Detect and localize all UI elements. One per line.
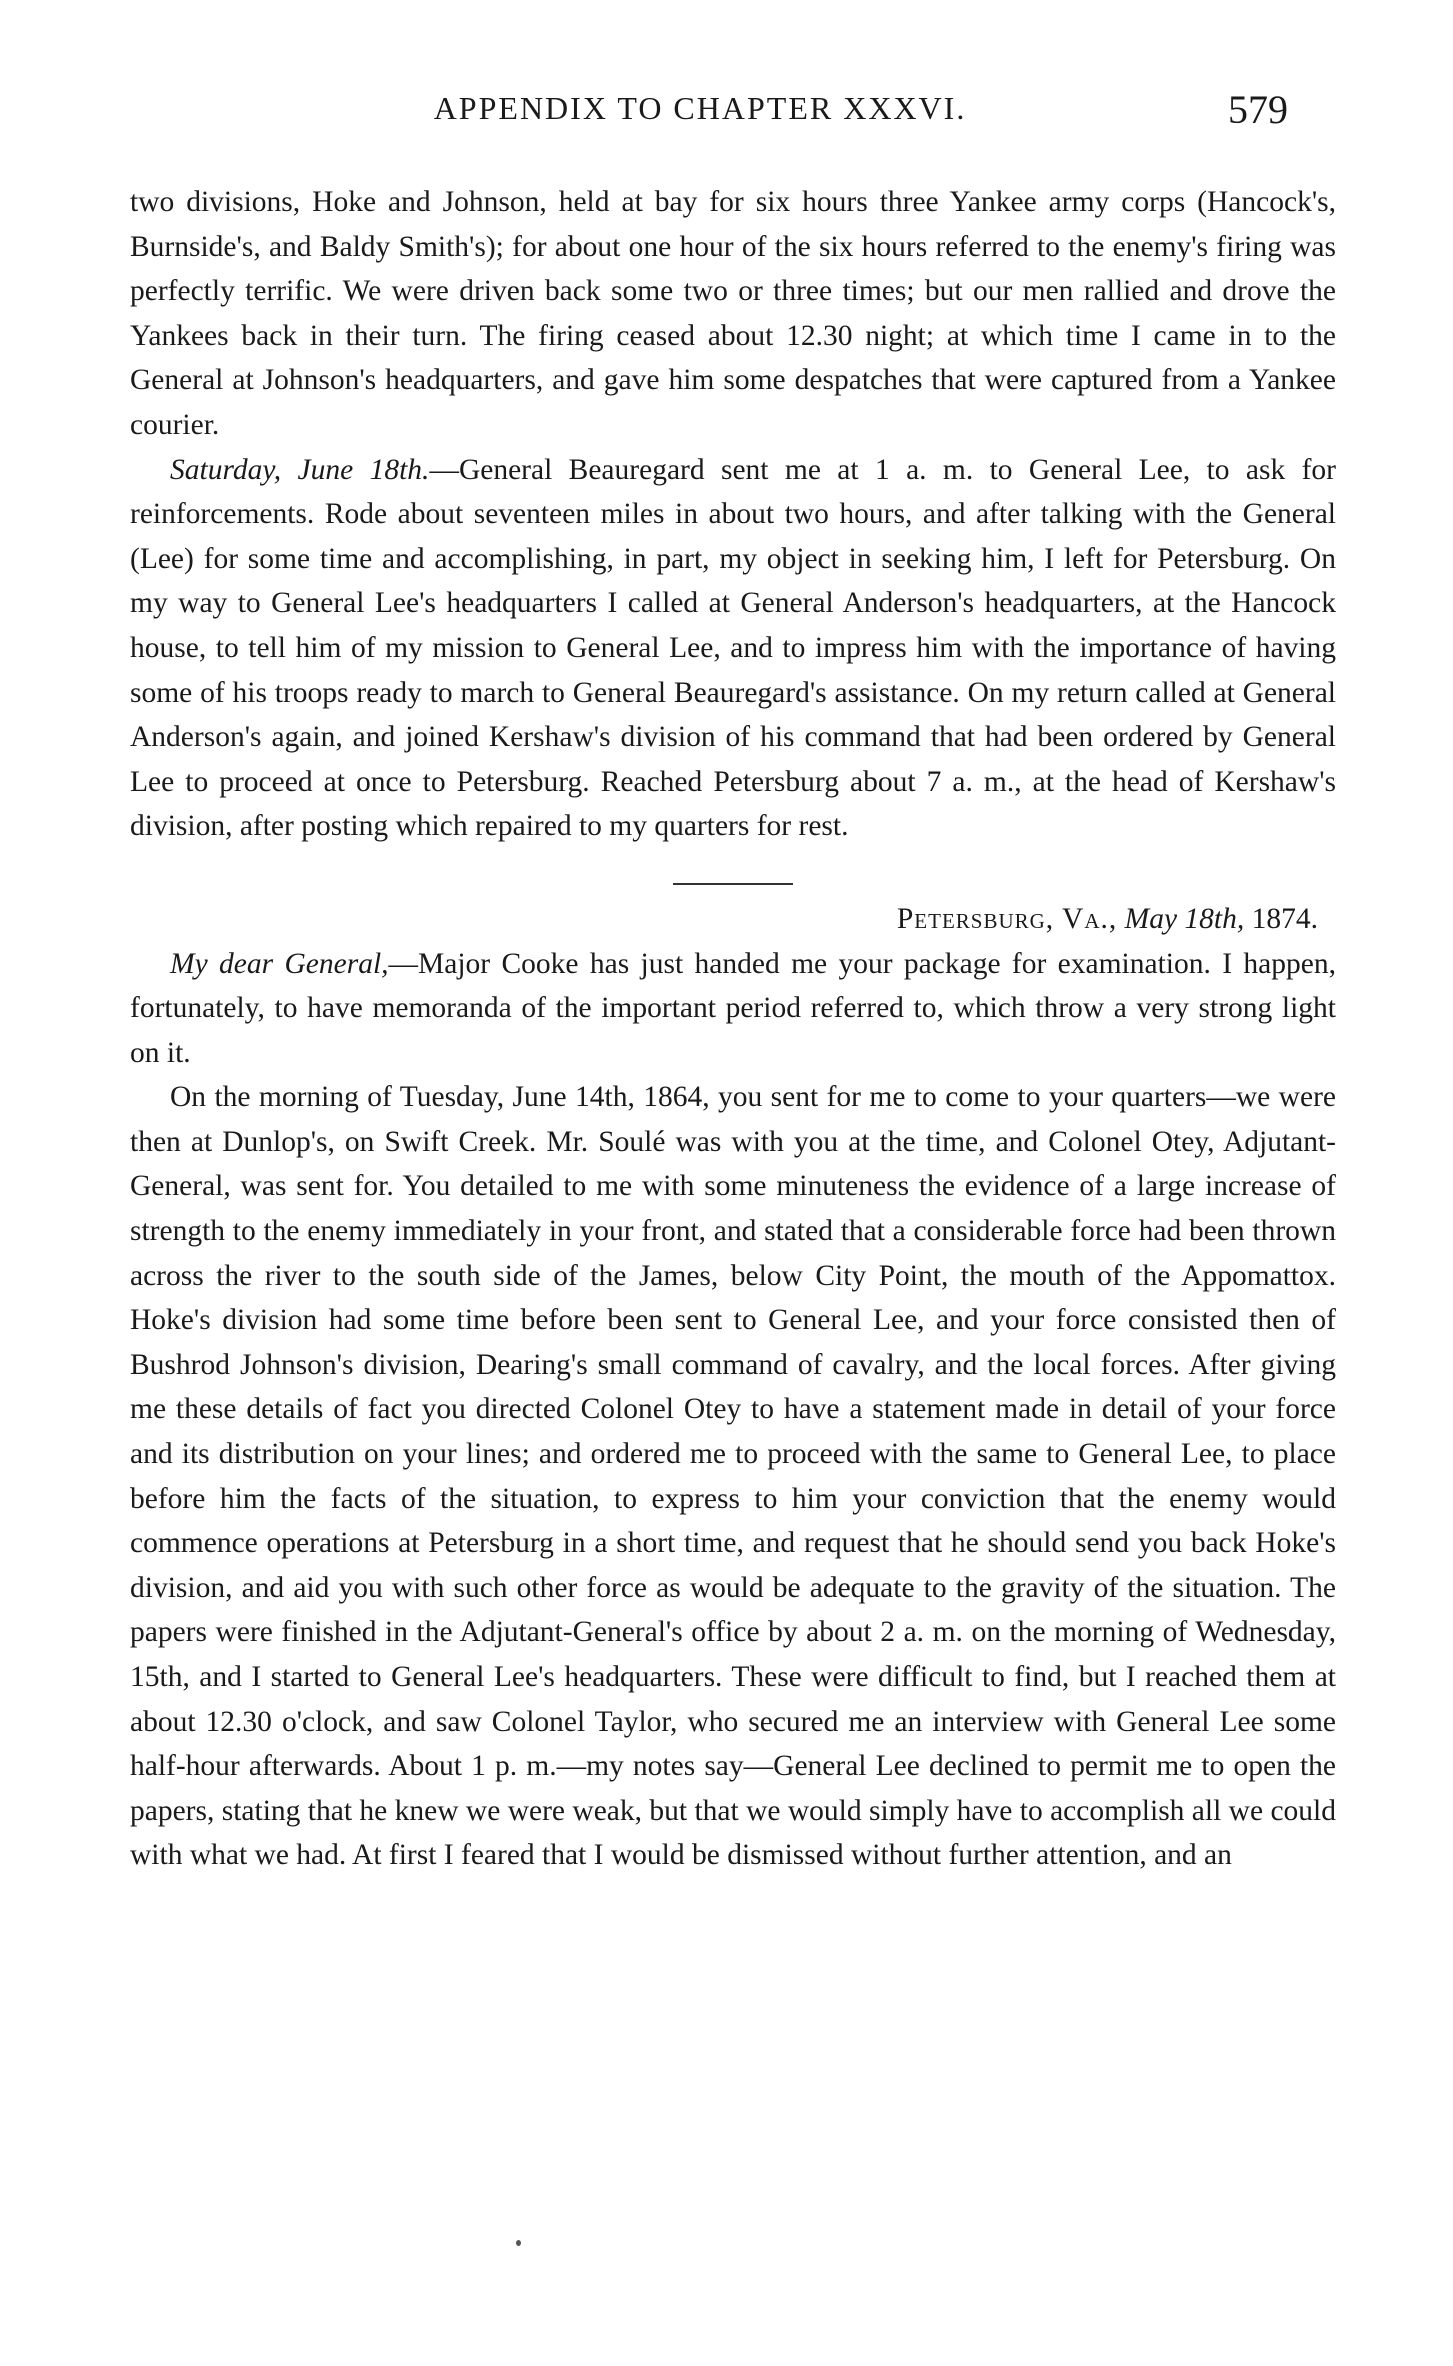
- section-divider: [673, 883, 793, 885]
- entry-body: —General Beauregard sent me at 1 a. m. to General Lee, to ask for reinforcements. Rode about seventeen miles in about two hours, and after talking with the General (Lee) for some time and accomplishing, in part, my object in seeking him, I left for Petersburg. On my way to General Lee's headquarters I called at General Anderson's headquarters, at the Hancock house, to tell him of my mission to General Lee, and to impress him with the importance of having some of his troops ready to march to General Beauregard's assistance. On my return called at General Anderson's again, and joined Kershaw's division of his command that had been ordered by General Lee to proceed at once to Petersburg. Reached Petersburg about 7 a. m., at the head of Kershaw's division, after posting which repaired to my quarters for rest.: [130, 453, 1336, 843]
- dateline-date: May 18th,: [1124, 902, 1245, 935]
- page-number: 579: [1228, 87, 1288, 132]
- paragraph-saturday-entry: [130, 448, 1336, 849]
- print-speck: [516, 2240, 521, 2246]
- running-head: APPENDIX TO CHAPTER XXXVI.: [433, 90, 967, 126]
- letter-dateline: [130, 897, 1336, 942]
- dateline-year: 1874.: [1244, 902, 1318, 935]
- salutation-body: —Major Cooke has just handed me your package for examination. I happen, fortunately, to have memoranda of the important period referred to, which throw a very strong light on it.: [130, 947, 1336, 1069]
- entry-date: Saturday, June 18th.: [170, 453, 430, 486]
- paragraph-1: two divisions, Hoke and Johnson, held at bay for six hours three Yankee army corps (Hancock's, Burnside's, and Baldy Smith's); for about one hour of the six hours referred to the enemy's firing was perfectly terrific. We were driven back some two or three times; but our men rallied and drove the Yankees back in their turn. The firing ceased about 12.30 night; at which time I came in to the General at Johnson's headquarters, and gave him some despatches that were captured from a Yankee courier.: [130, 186, 1336, 441]
- body-text: [130, 180, 1336, 1878]
- paragraph-tuesday-account: On the morning of Tuesday, June 14th, 1864, you sent for me to come to your quarters—we were then at Dunlop's, on Swift Creek. Mr. Soulé was with you at the time, and Colonel Otey, Adjutant-General, was sent for. You detailed to me with some minuteness the evidence of a large increase of strength to the enemy immediately in your front, and stated that a considerable force had been thrown across the river to the south side of the James, below City Point, the mouth of the Appomattox. Hoke's division had some time before been sent to General Lee, and your force consisted then of Bushrod Johnson's division, Dearing's small command of cavalry, and the local forces. After giving me these details of fact you directed Colonel Otey to have a statement made in detail of your force and its distribution on your lines; and ordered me to proceed with the same to General Lee, to place before him the facts of the situation, to express to him your conviction that the enemy would commence operations at Petersburg in a short time, and request that he should send you back Hoke's division, and aid you with such other force as would be adequate to the gravity of the situation. The papers were finished in the Adjutant-General's office by about 2 a. m. on the morning of Wednesday, 15th, and I started to General Lee's headquarters. These were difficult to find, but I reached them at about 12.30 o'clock, and saw Colonel Taylor, who secured me an interview with General Lee some half-hour afterwards. About 1 p. m.—my notes say—General Lee declined to permit me to open the papers, stating that he knew we were weak, but that we would simply have to accomplish all we could with what we had. At first I feared that I would be dismissed without further attention, and an: [130, 1081, 1336, 1872]
- paragraph-salutation: [130, 942, 1336, 1076]
- salutation: My dear General,: [170, 947, 389, 980]
- dateline-place: Petersburg, Va.,: [896, 902, 1118, 935]
